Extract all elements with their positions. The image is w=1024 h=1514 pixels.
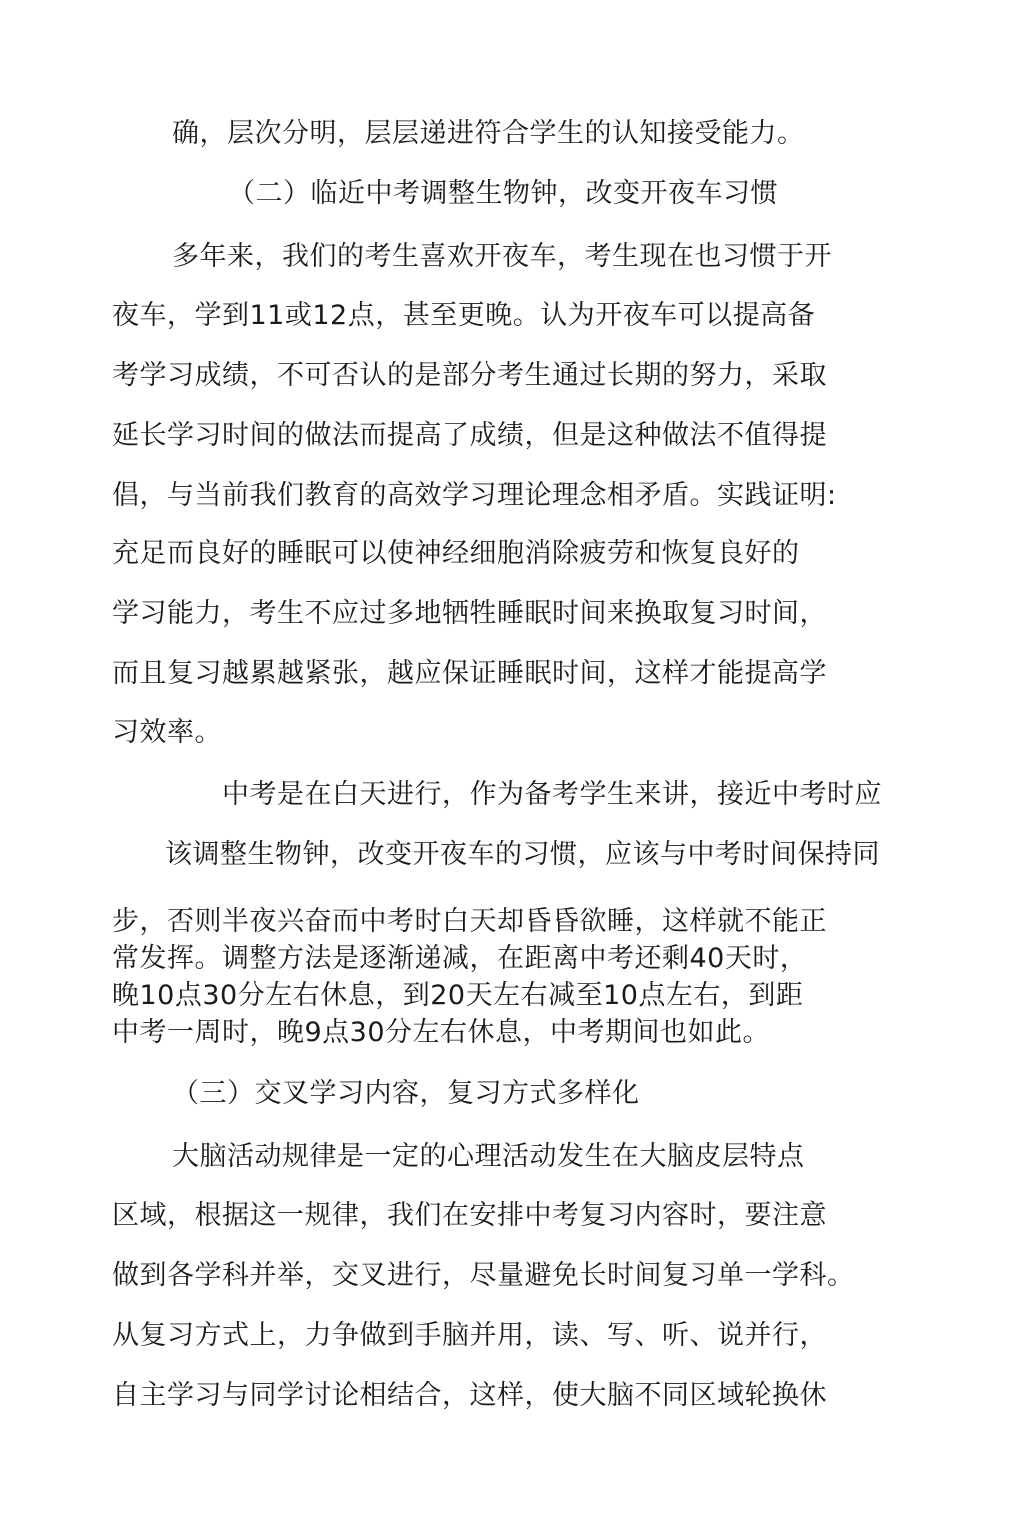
paragraph-line-7: 倡，与当前我们教育的高效学习理论理念相矛盾。实践证明: <box>112 480 837 511</box>
paragraph-line-23: 自主学习与同学讨论相结合，这样，使大脑不同区域轮换休 <box>112 1380 827 1411</box>
paragraph-line-3: 多年来，我们的考生喜欢开夜车，考生现在也习惯于开 <box>172 241 832 272</box>
paragraph-line-10: 而且复习越累越紧张，越应保证睡眠时间，这样才能提高学 <box>112 658 827 689</box>
paragraph-line-21: 做到各学科并举，交叉进行，尽量避免长时间复习单一学科。 <box>112 1260 855 1291</box>
paragraph-line-19: 大脑活动规律是一定的心理活动发生在大脑皮层特点 <box>172 1141 805 1172</box>
paragraph-line-16: 晚10点30分左右休息，到20天左右减至10点左右，到距 <box>112 980 804 1011</box>
paragraph-line-17: 中考一周时，晚9点30分左右休息，中考期间也如此。 <box>112 1017 771 1048</box>
paragraph-line-14: 步，否则半夜兴奋而中考时白天却昏昏欲睡，这样就不能正 <box>112 906 827 937</box>
paragraph-line-5: 考学习成绩，不可否认的是部分考生通过长期的努力，采取 <box>112 360 827 391</box>
paragraph-line-15: 常发挥。调整方法是逐渐递减，在距离中考还剩40天时， <box>112 943 808 974</box>
section-heading-2: （二）临近中考调整生物钟，改变开夜车习惯 <box>228 178 778 209</box>
paragraph-line-4: 夜车，学到11或12点，甚至更晚。认为开夜车可以提高备 <box>112 300 816 331</box>
paragraph-line-11: 习效率。 <box>112 717 222 748</box>
paragraph-line-13: 该调整生物钟，改变开夜车的习惯，应该与中考时间保持同 <box>165 839 880 870</box>
paragraph-line-1: 确，层次分明，层层递进符合学生的认知接受能力。 <box>172 118 805 149</box>
paragraph-line-20: 区域，根据这一规律，我们在安排中考复习内容时，要注意 <box>112 1200 827 1231</box>
paragraph-line-6: 延长学习时间的做法而提高了成绩，但是这种做法不值得提 <box>112 420 827 451</box>
paragraph-line-8: 充足而良好的睡眠可以使神经细胞消除疲劳和恢复良好的 <box>112 538 800 569</box>
paragraph-line-22: 从复习方式上，力争做到手脑并用，读、写、听、说并行， <box>112 1320 827 1351</box>
paragraph-line-12: 中考是在白天进行，作为备考学生来讲，接近中考时应 <box>222 779 882 810</box>
section-heading-3: （三）交叉学习内容，复习方式多样化 <box>172 1078 640 1109</box>
paragraph-line-9: 学习能力，考生不应过多地牺牲睡眠时间来换取复习时间， <box>112 598 827 629</box>
